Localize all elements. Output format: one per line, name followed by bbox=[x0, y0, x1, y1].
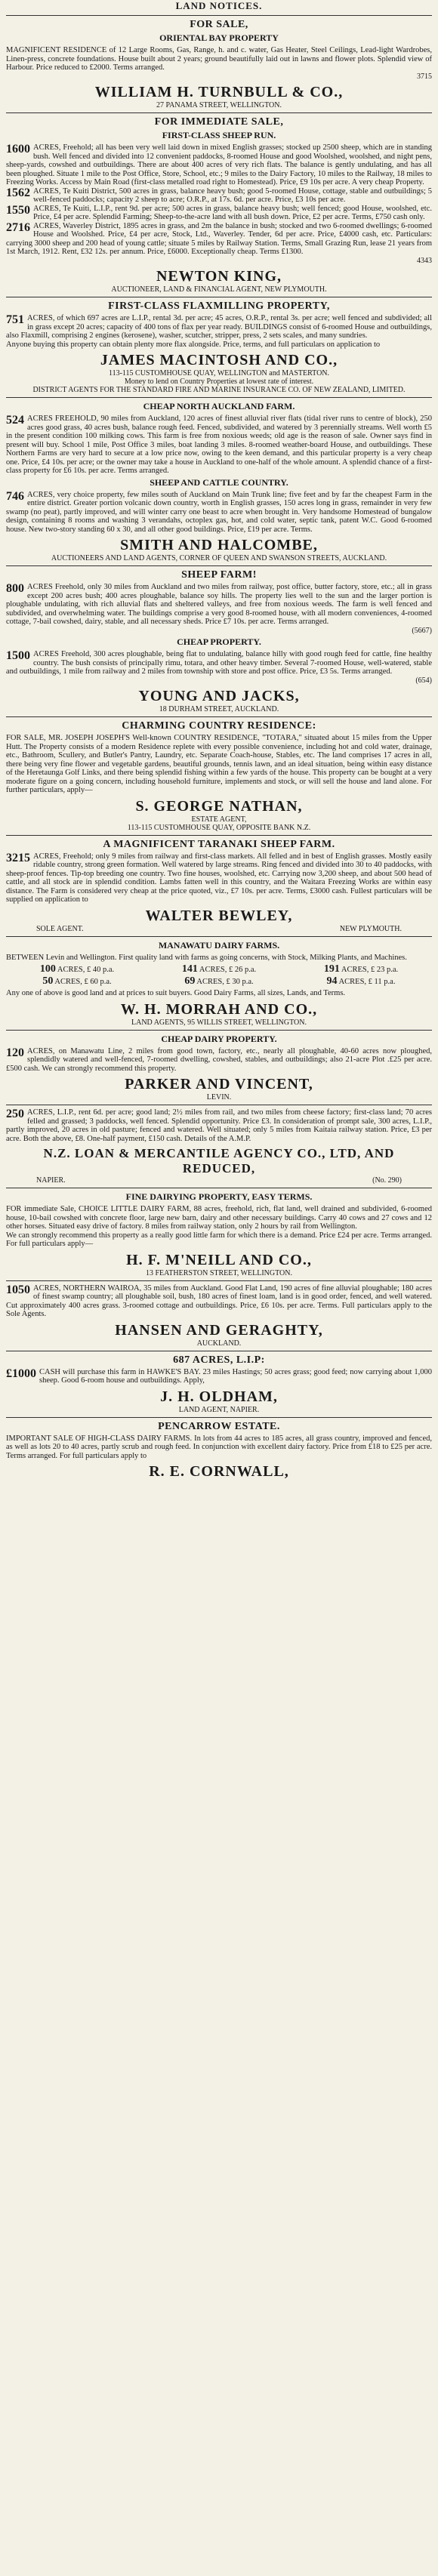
advertiser-name: YOUNG AND JACKS, bbox=[138, 688, 300, 704]
ad-taranaki bbox=[6, 839, 432, 933]
advertiser-address: 18 DURHAM STREET, AUCKLAND. bbox=[159, 705, 279, 713]
ad-subtitle: CHEAP NORTH AUCKLAND FARM. bbox=[143, 401, 295, 411]
farm-item: 50 ACRES, £ 60 p.a. bbox=[42, 975, 112, 987]
ad-listing: 1500 ACRES Freehold, 300 acres ploughable, being flat to undulating, balance hilly with good rough feed for cattle, fine healthy country. The bush consists of principally rimu, totara, and other heavy timber. Several 7-roomed House, well-watered, stable and outbuildings, 1 mile from railway and 2 miles from township with store and post office. Price, £3 5s. Terms arranged. (654) bbox=[6, 649, 432, 685]
divider bbox=[6, 716, 432, 717]
advertiser-address: 113-115 CUSTOMHOUSE QUAY, OPPOSITE BANK N.Z. bbox=[127, 823, 311, 832]
ad-listing: 1550 ACRES, Te Kuiti, L.I.P., rent 9d. per acre; 500 acres in grass, balance heavy bush; well fenced; good House, woolshed, etc. Price, £4 per acre. Splendid Farming; Sheep-to-the-acre land with all bush down. Price, £2 per acre. Terms, £750 cash only. bbox=[6, 203, 432, 221]
ad-body: Anyone buying this property can obtain plenty more flax alongside. Price, terms, and full particulars on application to bbox=[6, 340, 381, 349]
ad-note: Money to lend on Country Properties at lowest rate of interest. bbox=[124, 377, 314, 386]
advertiser-name: N.Z. LOAN & MERCANTILE AGENCY CO., LTD, AND REDUCED, bbox=[43, 1146, 395, 1176]
ad-pencarrow bbox=[6, 1421, 432, 1481]
ad-subtitle: FINE DAIRYING PROPERTY, EASY TERMS. bbox=[125, 1191, 313, 1202]
ad-listing: 1050 ACRES, NORTHERN WAIROA, 35 miles from Auckland. Good Flat Land, 190 acres of fine alluvial ploughable; 180 acres of finest swamp country; all ploughable soil, bush, 180 acres of finest loam, land is in good order, fenced, and well watered. Cut approximately 400 acres grass. 3-roomed cottage and outbuildings. Price, £6 10s. per acre. Terms. Full particulars apply to the Sole Agents. bbox=[6, 1283, 432, 1318]
ad-subtitle: SHEEP AND CATTLE COUNTRY. bbox=[150, 476, 288, 488]
ad-subtitle: MANAWATU DAIRY FARMS. bbox=[158, 939, 280, 951]
ad-body: BETWEEN Levin and Wellington. First quality land with farms as going concerns, with Stock, Milking Plants, and Machines. bbox=[6, 953, 407, 962]
divider bbox=[6, 565, 432, 566]
advertiser-address: 113-115 CUSTOMHOUSE QUAY, WELLINGTON and MASTERTON. bbox=[108, 369, 330, 377]
ad-country-residence bbox=[6, 720, 432, 832]
advertiser-role: ESTATE AGENT, bbox=[191, 815, 247, 824]
advertiser-name: NEWTON KING, bbox=[156, 268, 282, 285]
ad-listing: 1562 ACRES, Te Kuiti District, 500 acres in grass, balance heavy bush; good 5-roomed House, cottage, stable and outbuildings; 5 well-fenced paddocks; capacity 2 sheep to acre; O.R.P., at 17s. 6d. per acre. Price, £3 10s per acre. bbox=[6, 186, 432, 204]
advertiser-name: H. F. M'NEILL AND CO., bbox=[126, 1251, 312, 1268]
farm-item: 69 ACRES, £ 30 p.a. bbox=[184, 975, 254, 987]
ad-title: CHARMING COUNTRY RESIDENCE: bbox=[122, 720, 316, 732]
ad-cheap-dairy bbox=[6, 1034, 432, 1102]
ad-title: FOR IMMEDIATE SALE, bbox=[154, 116, 284, 128]
ad-hawkes-bay bbox=[6, 1354, 432, 1414]
ad-subtitle: CHEAP DAIRY PROPERTY. bbox=[161, 1033, 277, 1044]
advertiser-name: J. H. OLDHAM, bbox=[160, 1388, 278, 1405]
farm-item: 141 ACRES, £ 26 p.a. bbox=[181, 963, 257, 975]
ad-listing: 751 ACRES, of which 697 acres are L.I.P., rental 3d. per acre; 45 acres, O.R.P., rental 3s. per acre; well fenced and subdivided; all in grass except 20 acres; capacity of 400 tons of flax per year ready. BUILDINGS consist of 6-roomed House and outbuildings, also Flaxmill, comprising 2 engines (kerosene), washer, scutcher, stripper, press, 2 sets scales, and many sundries. bbox=[6, 313, 432, 340]
advertiser-name: S. GEORGE NATHAN, bbox=[135, 797, 303, 815]
ad-listing: 250 ACRES, L.I.P., rent 6d. per acre; good land; 2½ miles from rail, and two miles from cheese factory; first-class land; 70 acres felled and grassed; 3 paddocks, well fenced. Splendid opportunity. Price £3. In consideration of prompt sale, 300 acres, L.I.P., partly improved, 20 acres in old pasture; fenced and watered. Well situated; only 5 miles from Kaitaia railway station. Price, £3 per acre. Both the above, £8. One-half payment, £150 cash. Details of the A.M.P. bbox=[6, 1108, 432, 1143]
ad-north-auckland bbox=[6, 401, 432, 562]
advertiser-name: WILLIAM H. TURNBULL & CO., bbox=[94, 84, 344, 100]
ad-title: SHEEP FARM! bbox=[181, 569, 257, 581]
advertiser-name: JAMES MACINTOSH AND CO., bbox=[100, 352, 338, 368]
divider bbox=[6, 1030, 432, 1031]
farm-item: 94 ACRES, £ 11 p.a. bbox=[326, 975, 396, 987]
ad-body: IMPORTANT SALE OF HIGH-CLASS DAIRY FARMS. In lots from 44 acres to 185 acres, all grass country, improved and fenced, as well as lots 20 to 40 acres, partly scrub and rough feed. In conjunction with excellent dairy factory. Price from £18 to £25 per acre. Terms arranged. For full particulars apply to bbox=[6, 1434, 432, 1460]
ad-body: We can strongly recommend this property as a really good little farm for which there is a demand. Price £24 per acre. Terms arranged. For full particulars apply— bbox=[6, 1231, 432, 1248]
ad-body: FOR immediate Sale, CHOICE LITTLE DAIRY FARM, 88 acres, freehold, rich, flat land, well drained and subdivided, 6-roomed house, 10-bail cowshed with concrete floor, large new barn, dairy and other necessary buildings. Carry 40 cows and 27 cows and 12 other horses. Situated easy drive of factory. 8 miles from railway station, only 2 hours by rail from Wellington. bbox=[6, 1205, 432, 1231]
advertiser-name: PARKER AND VINCENT, bbox=[125, 1076, 313, 1092]
ad-note: Any one of above is good land and at prices to suit buyers. Good Dairy Farms, all sizes, Lands, and Terms. bbox=[6, 989, 346, 997]
advertiser-address: 27 PANAMA STREET, WELLINGTON. bbox=[156, 101, 282, 109]
farm-item: 191 ACRES, £ 23 p.a. bbox=[323, 963, 399, 975]
divider bbox=[6, 835, 432, 836]
ad-lip-250 bbox=[6, 1108, 432, 1185]
ad-listing: 2716 ACRES, Waverley District, 1895 acres in grass, and 2m the balance in bush; stocked and two 6-roomed dwellings; 6-roomed House and Woolshed. Price, £4 per acre, Stock, Ltd., Waverley. Tender, 6d per acre. Price, £4000 cash, etc. Particulars: carrying 3000 sheep and 200 head of young cattle; situate 5 miles by Railway Station. Terms, Small Grazing Run, lease 21 years from 1st March, 1912. Rent, £32 12s. per annum. Price, £6000. Exceptionally cheap. Terms £1300. 4343 bbox=[6, 220, 432, 265]
divider bbox=[6, 936, 432, 937]
ad-listing: 800 ACRES Freehold, only 30 miles from Auckland and two miles from railway, post office, butter factory, store, etc.; all in grass except 200 acres bush; 400 acres ploughable, balance soy hills. The property lies well to the sun and the larger portion is ploughable undulating, with rich alluvial flats and sheltered valleys, and free from noxious weeds. The farm is well fenced and subdivided, and overwhelming water. The buildings comprise a very good 8-roomed house, with all modern conveniences, 4-roomed cottage, 7-bail cowshed, dairy, stable, and all necessary sheds. Price £7 10s. per acre. Terms arranged. (5667) bbox=[6, 582, 432, 635]
advertiser-address: LEVIN. bbox=[206, 1093, 232, 1102]
ad-title: A MAGNIFICENT TARANAKI SHEEP FARM. bbox=[103, 838, 335, 850]
ad-northern-wairoa bbox=[6, 1284, 432, 1348]
advertiser-meta: NAPIER. (No. 290) bbox=[36, 1176, 402, 1185]
divider bbox=[6, 397, 432, 398]
page-header: LAND NOTICES. bbox=[175, 0, 263, 11]
ad-title: 687 ACRES, L.I.P: bbox=[173, 1354, 265, 1366]
ad-listing: 3215 ACRES, Freehold; only 9 miles from railway and first-class markets. All felled and in best of English grasses. Mostly easily ridable country, strong green formation. Well watered by large streams. Ring fenced and divided into 30 to 40 paddocks, with sheep-proof fences. Tip-top breeding one country. Two fine houses, woolshed, etc. Carrying now 3,200 sheep, and about 500 head of cattle, and all stock are in splendid condition. Lambs fatten well in this country, and the Waitara Freezing Works are within easy distance. The Farm is considered very cheap at the price quoted, viz., £7 10s. per acre. Terms, £3000 cash. Fullest particulars will be supplied on application to bbox=[6, 851, 432, 904]
divider bbox=[6, 1280, 432, 1281]
divider bbox=[6, 1417, 432, 1418]
advertiser-name: SMITH AND HALCOMBE, bbox=[120, 537, 318, 553]
ad-title: FOR SALE, bbox=[190, 19, 248, 30]
farm-item: 100 ACRES, £ 40 p.a. bbox=[39, 963, 115, 975]
advertiser-name: WALTER BEWLEY, bbox=[145, 907, 293, 924]
advertiser-name: W. H. MORRAH AND CO., bbox=[120, 1000, 318, 1018]
advertiser-address: 13 FEATHERSTON STREET, WELLINGTON. bbox=[146, 1268, 292, 1277]
advertiser-address: AUCTIONEER, LAND & FINANCIAL AGENT, NEW PLYMOUTH. bbox=[111, 285, 327, 294]
ad-body: MAGNIFICENT RESIDENCE of 12 Large Rooms, Gas, Range, h. and c. water, Gas Heater, Steel Ceilings, Lead-light Wardrobes, Linen-press, concrete foundations. House built about 2 years; ground beautifully laid out in lawns and flower plots. Splendid view of Harbour. Price reduced to £2000. Terms arranged. 3715 bbox=[6, 46, 432, 81]
ad-listing: 524 ACRES FREEHOLD, 90 miles from Auckland, 120 acres of finest alluvial river flats (tidal river runs to centre of block), 250 acres good grass, 40 acres bush, balance rough feed. Fenced, subdivided, and watered by 3 perennially streams. Well worth £5 in the present condition 100 milking cows. This farm is free from noxious weeds; old age is the reason of sale. Owner says find in present will buy. School 1 mile, Post Office 3 miles, boat landing 3 miles. 8-roomed weather-board House, and outbuildings. These Northern Farms are very hard to secure at a low price now, owing to the keen demand, and this particular property is a very cheap one. Price, £4 10s. per acre; or the owner may take a house in Auckland to one-half of the whole amount. A splendid chance of a first-class property for £6 10s. per acre. Terms arranged. bbox=[6, 414, 432, 475]
ad-sheep-farm bbox=[6, 569, 432, 713]
ad-listing: £1000 CASH will purchase this farm in HAWKE'S BAY. 23 miles Hastings; 50 acres grass; good feed; now carrying about 1,000 sheep. Good 6-room house and outbuildings. Apply, bbox=[6, 1367, 432, 1385]
ad-sheep-run bbox=[6, 116, 432, 294]
ad-oriental-bay bbox=[6, 19, 432, 109]
ad-manawatu bbox=[6, 940, 432, 1027]
ad-listing: 1600 ACRES, Freehold; all has been very well laid down in mixed English grasses; stocked up 2500 sheep, which are in standing bush. Well fenced and divided into 12 convenient paddocks, 8-roomed House and good Woolshed, woolshed, and night pens, sheep-yards, cowshed and outbuildings. There are about 400 acres of very rich flats. The balance is gently undulating, and has all been ploughed. Situate 1 mile to the Post Office, Store, School, etc.; 9 miles to the Dairy Factory, 10 miles to the Railway, 18 miles to Freezing Works. Access by Main Road (first-class metalled road right to Homestead). Price, £9 10s per acre. A very cheap Property. bbox=[6, 143, 432, 186]
ad-note: DISTRICT AGENTS FOR THE STANDARD FIRE AND MARINE INSURANCE CO. OF NEW ZEALAND, LIMITED. bbox=[32, 386, 406, 394]
advertiser-address: LAND AGENTS, 95 WILLIS STREET, WELLINGTON. bbox=[131, 1018, 307, 1027]
advertiser-address: AUCTIONEERS AND LAND AGENTS, CORNER OF QUEEN AND SWANSON STREETS, AUCKLAND. bbox=[51, 554, 387, 562]
ad-title: FIRST-CLASS FLAXMILLING PROPERTY, bbox=[108, 300, 330, 312]
advertiser-address: LAND AGENT, NAPIER. bbox=[178, 1405, 260, 1414]
divider bbox=[6, 15, 432, 16]
advertiser-name: HANSEN AND GERAGHTY, bbox=[115, 1321, 323, 1339]
ad-flaxmilling bbox=[6, 300, 432, 394]
advertiser-name: R. E. CORNWALL, bbox=[149, 1463, 289, 1480]
ad-title: PENCARROW ESTATE. bbox=[158, 1420, 280, 1432]
ad-fine-dairying bbox=[6, 1191, 432, 1277]
advertiser-address: AUCKLAND. bbox=[196, 1339, 242, 1348]
ad-subtitle: ORIENTAL BAY PROPERTY bbox=[159, 32, 279, 43]
advertiser-meta: SOLE AGENT. NEW PLYMOUTH. bbox=[36, 924, 402, 933]
divider bbox=[6, 112, 432, 113]
ad-ref: 3715 bbox=[417, 72, 432, 81]
ad-subtitle: FIRST-CLASS SHEEP RUN. bbox=[162, 130, 276, 140]
farm-grid bbox=[6, 963, 432, 988]
ad-subtitle: CHEAP PROPERTY. bbox=[177, 636, 261, 647]
ad-body: FOR SALE, MR. JOSEPH JOSEPH'S Well-known COUNTRY RESIDENCE, "TOTARA," situated about 15 miles from the Upper Hutt. The Property consists of a modern Residence replete with every possible convenience, including hot and cold water, drainage, etc., Bathroom, Scullery, and Butler's Pantry, Laundry, etc. Separate Coach-house, Stables, etc. The land comprises 17 acres in all, there being very fine flower and vegetable gardens, beautiful grounds, tennis lawn, and an ideal situation, being within easy distance of the Heretaunga Golf Links, and there being splendid fishing within a few yards of the house. This property can be bought at a very moderate figure on a going concern, including household furniture, implements and stock, or will sell the house and land alone. For further particulars, apply— bbox=[6, 734, 432, 794]
ad-listing: 746 ACRES, very choice property, few miles south of Auckland on Main Trunk line; five feet and by far the cheapest Farm in the entire district. Greater portion volcanic down country, worth in English grasses, 150 acres long in grass, remainder in very few swamp (no peat), partly improved, and will winter carry one beast to acre when brought in. Very handsome Homestead of bungalow design, containing 8 rooms and washing 3 verandahs, octoplex gas, hot, and cold water, septic tank, patent W.C. Good 6-roomed house. New two-story standing 60 x 30, and all other good buildings. Price, £19 per acre. Terms. bbox=[6, 489, 432, 534]
ad-listing: 120 ACRES, on Manawatu Line, 2 miles from good town, factory, etc., nearly all ploughable, 40-60 acres now ploughed, splendidly watered and well-fenced, 7-roomed dwelling, cowshed, stables, and outbuildings; also 21-acre Plot .£25 per acre. £500 cash. We can strongly recommend this property. bbox=[6, 1046, 432, 1073]
